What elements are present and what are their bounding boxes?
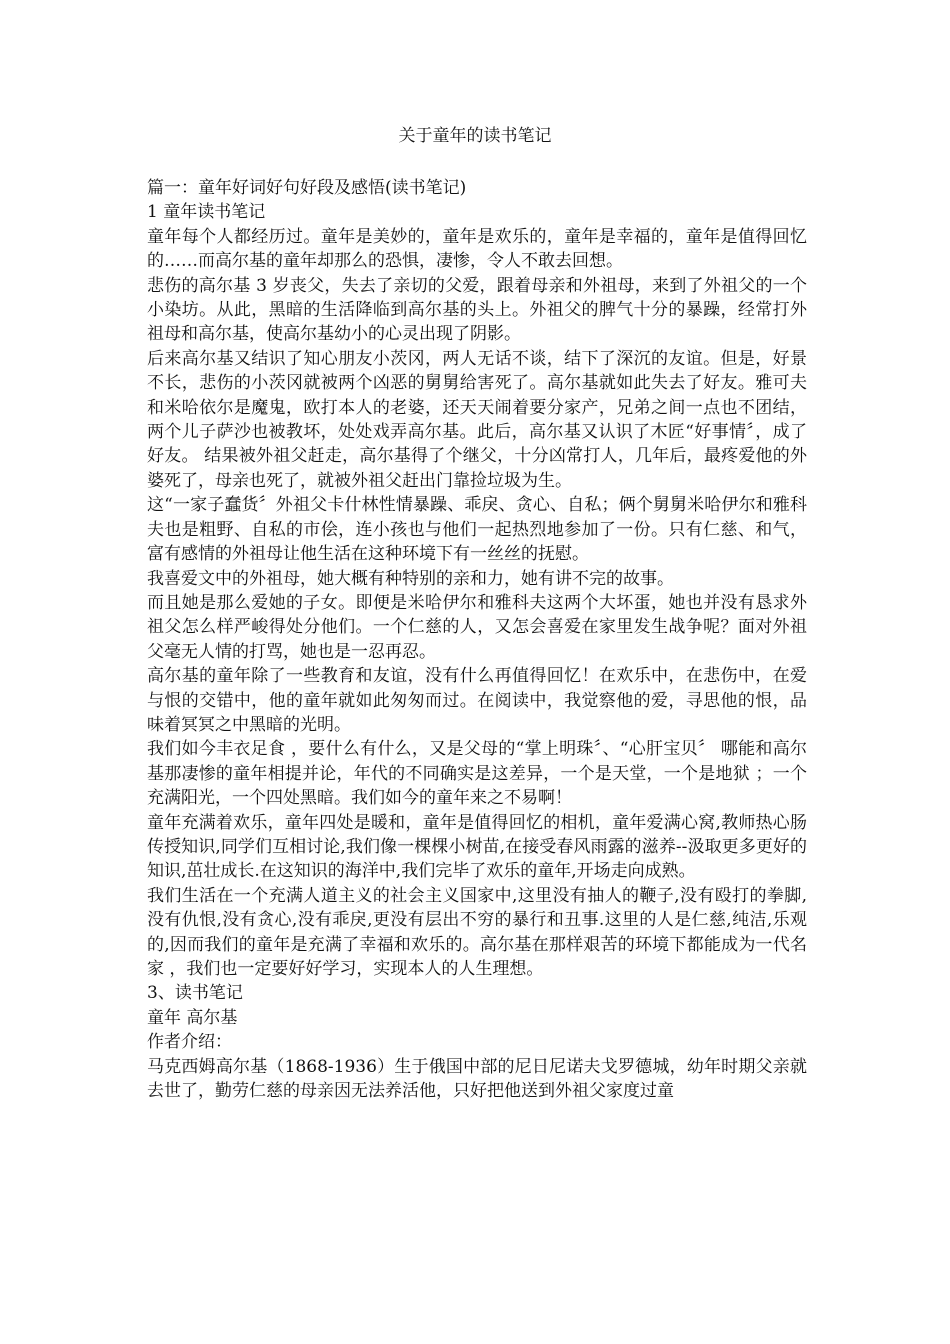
document-title: 关于童年的读书笔记: [398, 126, 552, 146]
body-paragraph: 我们生活在一个充满人道主义的社会主义国家中,这里没有抽人的鞭子,没有殴打的拳脚,没有仇恨,没有贪心,没有乖戾,更没有层出不穷的暴行和丑事.这里的人是仁慈,纯洁,乐观的,因而我们的童年是充满了幸福和欢乐的。高尔基在那样艰苦的环境下都能成为一代名家 ，我们也一定要好好学习，实现本人的人生理想。: [147, 885, 807, 979]
subsection-heading: 3、读书笔记: [147, 983, 243, 1004]
body-paragraph: 童年充满着欢乐，童年四处是暖和，童年是值得回忆的相机，童年爱满心窝,教师热心肠传授知识,同学们互相讨论,我们像一棵棵小树苗,在接受春风雨露的滋养--汲取更多更好的知识,茁壮成长.在这知识的海洋中,我们完毕了欢乐的童年,开场走向成熟。: [147, 812, 807, 882]
document-body: [147, 176, 807, 1103]
body-paragraph: 这“一家子蠢货〞外祖父卡什林性情暴躁、乖戾、贪心、自私；俩个舅舅米哈伊尔和雅科夫也是粗野、自私的市侩，连小孩也与他们一起热烈地参加了一份。只有仁慈、和气，富有感情的外祖母让他生活在这种环境下有一丝丝的抚慰。: [147, 495, 807, 565]
body-paragraph: 而且她是那么爱她的子女。即便是米哈伊尔和雅科夫这两个大坏蛋，她也并没有恳求外祖父怎么样严峻得处分他们。一个仁慈的人，又怎会喜爱在家里发生战争呢？面对外祖父毫无人情的打骂，她也是一忍再忍。: [147, 592, 807, 662]
body-paragraph: 童年每个人都经历过。童年是美妙的，童年是欢乐的，童年是幸福的，童年是值得回忆的……而高尔基的童年却那么的恐惧，凄惨，令人不敢去回想。: [147, 226, 807, 272]
body-paragraph: 马克西姆高尔基（1868-1936）生于俄国中部的尼日尼诺夫戈罗德城，幼年时期父亲就去世了，勤劳仁慈的母亲因无法养活他，只好把他送到外祖父家度过童: [147, 1056, 807, 1102]
body-paragraph: 我喜爱文中的外祖母，她大概有种特别的亲和力，她有讲不完的故事。: [147, 568, 674, 589]
body-paragraph: 我们如今丰衣足食 ，要什么有什么，又是父母的“掌上明珠〞、“心肝宝贝〞 哪能和高尔基那凄惨的童年相提并论，年代的不同确实是这差异，一个是天堂，一个是地狱 ；一个充满阳光，一个四处黑暗。我们如今的童年来之不易啊！: [147, 739, 807, 809]
section-heading: 篇一：童年好词好句好段及感悟(读书笔记): [147, 178, 467, 198]
subsection-heading: 1 童年读书笔记: [147, 202, 266, 223]
author-intro-label: 作者介绍：: [147, 1032, 232, 1053]
body-paragraph: 后来高尔基又结识了知心朋友小茨冈，两人无话不谈，结下了深沉的友谊。但是，好景不长，悲伤的小茨冈就被两个凶恶的舅舅给害死了。高尔基就如此失去了好友。雅可夫和米哈依尔是魔鬼，欧打本人的老婆，还天天闹着要分家产，兄弟之间一点也不团结，两个儿子萨沙也被教坏，处处戏弄高尔基。此后，高尔基又认识了木匠“好事情〞，成了好友。 结果被外祖父赶走，高尔基得了个继父，十分凶常打人，几年后，最疼爱他的外婆死了，母亲也死了，就被外祖父赶出门靠捡垃圾为生。: [147, 348, 807, 491]
body-paragraph: 悲伤的高尔基 3 岁丧父，失去了亲切的父爱，跟着母亲和外祖母，来到了外祖父的一个小染坊。从此，黑暗的生活降临到高尔基的头上。外祖父的脾气十分的暴躁，经常打外祖母和高尔基，使高尔基幼小的心灵出现了阴影。: [147, 275, 807, 345]
body-paragraph: 高尔基的童年除了一些教育和友谊，没有什么再值得回忆！在欢乐中，在悲伤中，在爱与恨的交错中，他的童年就如此匆匆而过。在阅读中，我觉察他的爱，寻思他的恨，品味着冥冥之中黑暗的光明。: [147, 666, 807, 735]
book-line: 童年 高尔基: [147, 1007, 238, 1028]
